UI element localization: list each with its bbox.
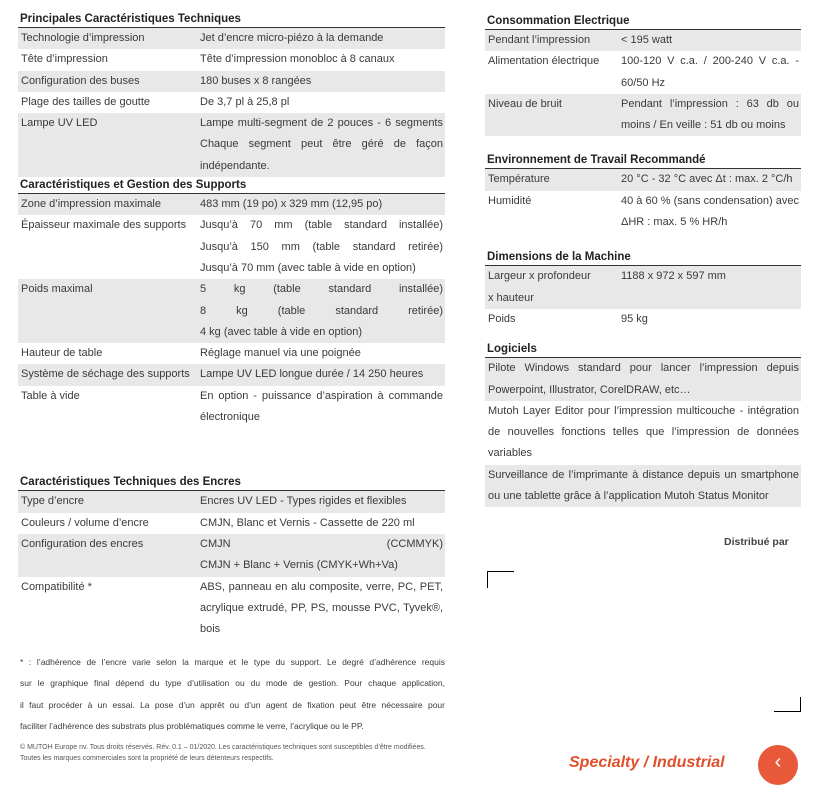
section-title-environment: Environnement de Travail Recommandé <box>485 152 801 169</box>
spec-label <box>485 94 621 137</box>
spec-label <box>485 169 621 190</box>
spec-label <box>18 491 200 512</box>
spec-row <box>18 194 445 215</box>
spec-value <box>200 92 445 113</box>
corner-mark-top-left <box>487 571 514 588</box>
spec-label-line: Hauteur de table <box>21 347 103 360</box>
spec-value <box>200 71 445 92</box>
spec-value-line: De 3,7 pl à 25,8 pl <box>200 95 290 108</box>
software-item-line: ou une tablette grâce à l’application Mutoh Status Monitor <box>488 490 769 503</box>
software-item <box>485 465 801 508</box>
spec-label-line: Température <box>488 173 550 186</box>
copyright-line: Toutes les marques commerciales sont la propriété de leurs détenteurs respectifs. <box>20 755 274 762</box>
spec-label <box>18 577 200 641</box>
spec-row <box>18 386 445 429</box>
spec-row <box>18 534 445 577</box>
spec-value <box>621 94 801 137</box>
spec-value <box>621 266 801 309</box>
spec-value <box>200 343 445 364</box>
spec-label <box>18 386 200 429</box>
spec-row <box>18 491 445 512</box>
spec-row <box>485 309 801 330</box>
spec-value-line: moins / En veille : 51 db ou moins <box>621 119 786 132</box>
spec-label-line: Niveau de bruit <box>488 97 562 110</box>
main-specs-table <box>18 28 445 177</box>
section-title-power: Consommation Electrique <box>485 13 801 30</box>
software-list <box>485 358 801 507</box>
footnote-line: * : l’adhérence de l’encre varie selon la marque et le type du support. Le degré d’adhérence requis <box>20 657 445 667</box>
spec-value-line: acrylique extrudé, PP, PS, mousse PVC, Tyvek®, <box>200 601 443 614</box>
spec-value <box>621 191 801 234</box>
spec-value-line: 180 buses x 8 rangées <box>200 74 312 87</box>
spec-value-line: CMJN, Blanc et Vernis - Cassette de 220 ml <box>200 516 415 529</box>
software-item-line: Pilote Windows standard pour lancer l’impression depuis <box>488 362 799 375</box>
spec-label <box>18 279 200 343</box>
spec-value-line: ABS, panneau en alu composite, verre, PC, PET, <box>200 580 443 593</box>
section-title-main-specs: Principales Caractéristiques Techniques <box>18 11 445 28</box>
spec-label <box>18 215 200 279</box>
spec-value <box>621 30 801 51</box>
software-item <box>485 358 801 401</box>
spec-value-line: Jusqu’à 70 mm (avec table à vide en option) <box>200 261 416 274</box>
spec-value-line: Encres UV LED - Types rigides et flexibles <box>200 495 407 508</box>
spec-label-line: Couleurs / volume d’encre <box>21 516 149 529</box>
spec-label-line: Technologie d’impression <box>21 32 145 44</box>
spec-value-line: CMJN + Blanc + Vernis (CMYK+Wh+Va) <box>200 559 398 572</box>
footnote-line: faciliter l’adhérence des substrats plus problématiques comme le verre, l’acrylique ou le PP. <box>20 721 364 732</box>
spec-value <box>621 309 801 330</box>
spec-row <box>485 191 801 234</box>
spec-row <box>18 343 445 364</box>
spec-value-line: 5 kg (table standard installée) <box>200 283 443 296</box>
spec-label <box>485 266 621 309</box>
spec-value-line: électronique <box>200 411 260 424</box>
spec-value <box>200 28 445 49</box>
environment-table <box>485 169 801 233</box>
spec-label-line: Poids <box>488 312 516 325</box>
spec-row <box>18 28 445 49</box>
dimensions-table <box>485 266 801 330</box>
copyright <box>20 742 450 764</box>
spec-row <box>485 169 801 190</box>
spec-row <box>18 92 445 113</box>
spec-label <box>18 49 200 70</box>
spec-row <box>18 577 445 641</box>
footnote-line: il faut procéder à un essai. La pose d’un apprêt ou d’un agent de fixation peut être nécessaire pour <box>20 699 445 710</box>
spec-label <box>18 534 200 577</box>
spec-row <box>485 51 801 94</box>
software-item-line: Powerpoint, Illustrator, CorelDRAW, etc… <box>488 383 691 396</box>
spec-label-line: Pendant l’impression <box>488 34 591 46</box>
spec-label-line: x hauteur <box>488 291 534 304</box>
spec-value-line: bois <box>200 623 221 636</box>
spec-row <box>18 364 445 385</box>
spec-value-line: < 195 watt <box>621 34 673 46</box>
spec-label-line: Humidité <box>488 194 532 207</box>
spec-label-line: Lampe UV LED <box>21 117 98 130</box>
spec-value <box>200 364 445 385</box>
software-item-line: de nouvelles fonctions telles que l’impression de données <box>488 426 799 439</box>
spec-label <box>485 191 621 234</box>
software-item <box>485 401 801 465</box>
spec-label-line: Type d’encre <box>21 495 84 508</box>
footnote <box>20 652 445 738</box>
copyright-line: © MUTOH Europe nv. Tous droits réservés. Rév. 0.1 – 01/2020. Les caractéristiques techniques sont susceptibles d’être modifiées. <box>20 744 426 751</box>
spec-label-line: Plage des tailles de goutte <box>21 95 151 108</box>
spec-value <box>200 215 445 279</box>
spec-value <box>200 577 445 641</box>
spec-value-line: 8 kg (table standard retirée) <box>200 304 443 317</box>
spec-value <box>200 491 445 512</box>
spec-value-line: Jusqu’à 150 mm (table standard retirée) <box>200 240 443 253</box>
spec-label <box>18 513 200 534</box>
spec-value-line: 20 °C - 32 °C avec Δt : max. 2 °C/h <box>621 173 793 186</box>
corner-mark-bottom-right <box>774 697 801 712</box>
spec-row <box>485 94 801 137</box>
spec-label-line: Alimentation électrique <box>488 55 600 68</box>
spec-value <box>200 49 445 70</box>
spec-label-line: Épaisseur maximale des supports <box>21 219 187 232</box>
spec-value-line: indépendante. <box>200 159 270 172</box>
spec-value-line: En option - puissance d’aspiration à commande <box>200 389 443 402</box>
spec-value-line: Tête d’impression monobloc à 8 canaux <box>200 53 395 66</box>
software-item-line: Surveillance de l’imprimante à distance depuis un smartphone <box>488 468 799 481</box>
spec-value-line: Lampe multi-segment de 2 pouces - 6 segments <box>200 117 443 130</box>
spec-label-line: Configuration des buses <box>21 74 140 87</box>
spec-label <box>485 51 621 94</box>
spec-label-line: Tête d’impression <box>21 53 108 66</box>
chevron-left-icon: ‹ <box>774 751 782 773</box>
spec-label <box>485 30 621 51</box>
spec-row <box>485 30 801 51</box>
spec-value <box>621 51 801 94</box>
spec-value <box>200 534 445 577</box>
section-title-media-specs: Caractéristiques et Gestion des Supports <box>18 177 445 194</box>
media-specs-table <box>18 194 445 428</box>
spec-label-line: Largeur x profondeur <box>488 270 591 283</box>
spec-value-line: Réglage manuel via une poignée <box>200 347 361 360</box>
spec-value <box>200 279 445 343</box>
spec-value-line: CMJN (CCMMYK) <box>200 537 443 550</box>
left-column <box>18 0 445 640</box>
software-item-line: variables <box>488 447 533 460</box>
spec-label-line: Poids maximal <box>21 283 93 296</box>
spec-value-line: Pendant l’impression : 63 db ou <box>621 97 799 110</box>
ink-specs-table <box>18 491 445 640</box>
distributed-by-label: Distribué par <box>724 536 789 548</box>
spec-value-line: 100-120 V c.a. / 200-240 V c.a. - <box>621 55 799 68</box>
specialty-industrial-label: Specialty / Industrial <box>569 754 725 771</box>
spec-row <box>18 49 445 70</box>
spec-value-line: 4 kg (avec table à vide en option) <box>200 325 363 338</box>
spec-value <box>200 386 445 429</box>
spec-row <box>18 71 445 92</box>
spec-value-line: 1188 x 972 x 597 mm <box>621 270 726 283</box>
spec-label-line: Compatibilité * <box>21 580 92 593</box>
spec-value-line: Chaque segment peut être géré de façon <box>200 138 443 151</box>
spec-value-line: 483 mm (19 po) x 329 mm (12,95 po) <box>200 198 383 211</box>
spec-label-line: Configuration des encres <box>21 537 144 550</box>
spec-value-line: Jusqu’à 70 mm (table standard installée) <box>200 219 443 232</box>
section-title-software: Logiciels <box>485 341 801 358</box>
spec-label <box>18 113 200 177</box>
power-table <box>485 30 801 136</box>
spec-label <box>18 92 200 113</box>
spec-row <box>485 266 801 309</box>
spec-value <box>200 513 445 534</box>
spec-value <box>621 169 801 190</box>
spec-row <box>18 215 445 279</box>
spec-label-line: Zone d’impression maximale <box>21 198 161 211</box>
spec-value-line: 40 à 60 % (sans condensation) avec <box>621 194 799 207</box>
spec-label <box>18 28 200 49</box>
spec-label <box>485 309 621 330</box>
software-item-line: Mutoh Layer Editor pour l’impression multicouche - intégration <box>488 404 799 417</box>
spec-label <box>18 71 200 92</box>
spec-label-line: Table à vide <box>21 389 80 402</box>
spec-value <box>200 113 445 177</box>
spec-value-line: Lampe UV LED longue durée / 14 250 heures <box>200 368 424 381</box>
spec-label-line: Système de séchage des supports <box>21 368 190 381</box>
footnote-line: sur le graphique final dépend du type d’utilisation ou du mode de gestion. Pour chaque application, <box>20 678 445 689</box>
spec-row <box>18 513 445 534</box>
spec-label <box>18 343 200 364</box>
spec-row <box>18 279 445 343</box>
right-column <box>485 0 801 507</box>
spec-label <box>18 364 200 385</box>
back-arrow-button[interactable] <box>758 745 798 785</box>
section-title-ink-specs: Caractéristiques Techniques des Encres <box>18 474 445 491</box>
spec-row <box>18 113 445 177</box>
spec-value-line: Jet d’encre micro-piézo à la demande <box>200 32 384 44</box>
spec-label <box>18 194 200 215</box>
spec-value-line: 95 kg <box>621 312 648 325</box>
section-title-dimensions: Dimensions de la Machine <box>485 249 801 266</box>
spec-value-line: ΔHR : max. 5 % HR/h <box>621 216 728 229</box>
spec-value-line: 60/50 Hz <box>621 76 666 89</box>
spec-value <box>200 194 445 215</box>
